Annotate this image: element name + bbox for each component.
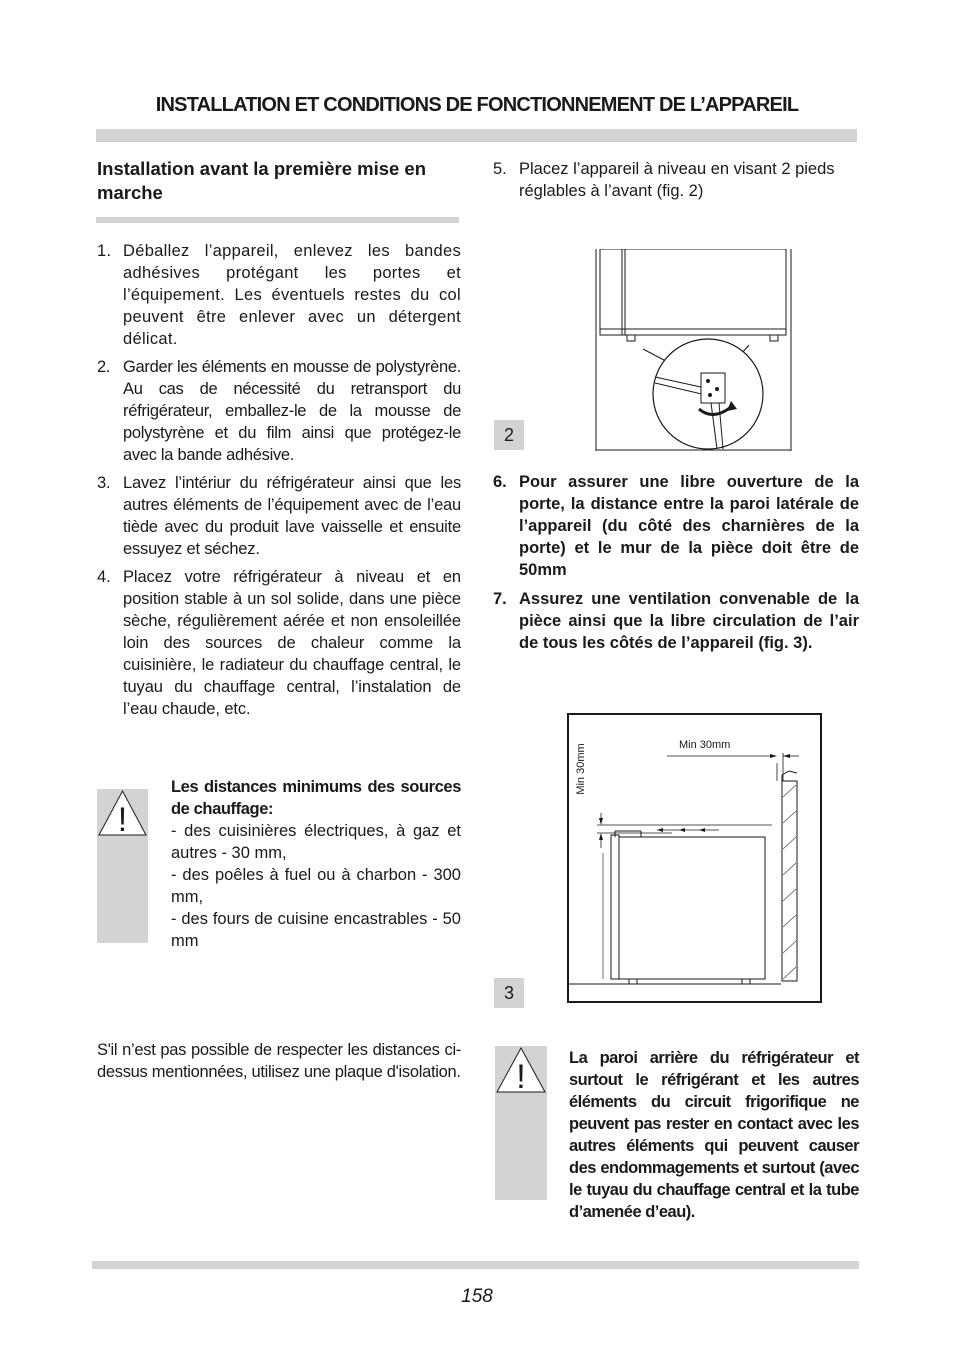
list-number: 2. xyxy=(97,358,111,376)
list-number: 5. xyxy=(493,160,507,178)
warning-sidebar xyxy=(97,789,148,943)
instruction-list xyxy=(97,240,461,720)
svg-text:!: ! xyxy=(117,801,128,839)
warning-text xyxy=(171,776,461,952)
figure-3 xyxy=(567,713,822,1003)
list-text: Pour assurer une libre ouverture de la porte, la distance entre la paroi latérale de l’appareil (du côté des charnières de la porte) et le mur de la pièce doit être de 50mm xyxy=(519,473,859,579)
page-number: 158 xyxy=(461,1286,493,1307)
list-number: 3. xyxy=(97,474,111,492)
bold-instruction-list xyxy=(493,471,859,654)
warning-icon xyxy=(97,789,148,839)
warning-icon xyxy=(495,1046,547,1096)
svg-text:!: ! xyxy=(516,1058,526,1096)
list-item xyxy=(97,356,461,466)
list-number: 7. xyxy=(493,590,507,608)
list-number: 4. xyxy=(97,568,111,586)
isolation-note: S'il n’est pas possible de respecter les distances ci-dessus mentionnées, utilisez une plaque d'isolation. xyxy=(97,1041,461,1081)
list-text: Placez l’appareil à niveau en visant 2 pieds réglables à l’avant (fig. 2) xyxy=(519,160,835,200)
leveling-foot-illustration xyxy=(595,249,792,451)
warning-line: - des fours de cuisine encastrables - 50 mm xyxy=(171,910,461,950)
header-divider xyxy=(96,129,857,142)
section-divider xyxy=(96,217,459,223)
figure-3-label: 3 xyxy=(494,978,524,1008)
list-item xyxy=(493,158,859,202)
section-title: Installation avant la première mise en marche xyxy=(97,158,427,203)
list-text: Garder les éléments en mousse de polystyrène. Au cas de nécessité du retransport du réfrigérateur, emballez-le de la mousse de polystyrène et du film ainsi que protégez-le avec la bande adhésive. xyxy=(123,358,461,464)
figure-2 xyxy=(595,249,792,451)
list-item xyxy=(97,472,461,560)
warning-line: - des cuisinières électriques, à gaz et autres - 30 mm, xyxy=(171,822,461,862)
top-clearance-label: Min 30mm xyxy=(679,739,731,751)
warning-heading: Les distances minimums des sources de chauffage: xyxy=(171,778,461,818)
warning-line: - des poêles à fuel ou à charbon - 300 mm, xyxy=(171,866,461,906)
list-text: Assurez une ventilation convenable de la pièce ainsi que la libre circulation de l’air de tous les côtés de l’appareil (fig. 3). xyxy=(519,590,859,652)
list-item xyxy=(97,566,461,720)
ventilation-clearance-illustration xyxy=(567,713,822,1003)
page-title: INSTALLATION ET CONDITIONS DE FONCTIONNEMENT DE L’APPAREIL xyxy=(155,94,799,116)
warning-sidebar xyxy=(495,1046,547,1200)
footer-divider xyxy=(92,1261,859,1269)
list-item xyxy=(493,588,859,654)
list-text: Placez votre réfrigérateur à niveau et en position stable à un sol solide, dans une pièce sèche, régulièrement aérée et non ensoleillée loin des sources de chaleur comme la cuisinière, le radiateur du chauffage central, le tuyau du chauffage central, l’instalation de l’eau chaude, etc. xyxy=(123,568,461,718)
warning-text: La paroi arrière du réfrigérateur et surtout le réfrigérant et les autres éléments du circuit frigorifique ne peuvent pas rester en contact avec les autres éléments qui peuvent causer des endommagements et surtout (avec le tuyau du chauffage central et la tube d’amenée d’eau). xyxy=(569,1049,859,1221)
list-number: 6. xyxy=(493,473,507,491)
list-text: Lavez l’intériur du réfrigérateur ainsi que les autres éléments de l’équipement avec de l’eau tiède avec du produit lave vaisselle et ensuite essuyez et séchez. xyxy=(123,474,461,558)
list-text: Déballez l’appareil, enlevez les bandes adhésives protégant les portes et l’équipement. Les éventuels restes du col peuvent être enlever avec un détergent délicat. xyxy=(123,242,461,348)
list-item xyxy=(97,240,461,350)
figure-2-label: 2 xyxy=(494,420,524,450)
list-number: 1. xyxy=(97,242,112,260)
list-item xyxy=(493,471,859,581)
side-clearance-label: Min 30mm xyxy=(575,743,587,795)
